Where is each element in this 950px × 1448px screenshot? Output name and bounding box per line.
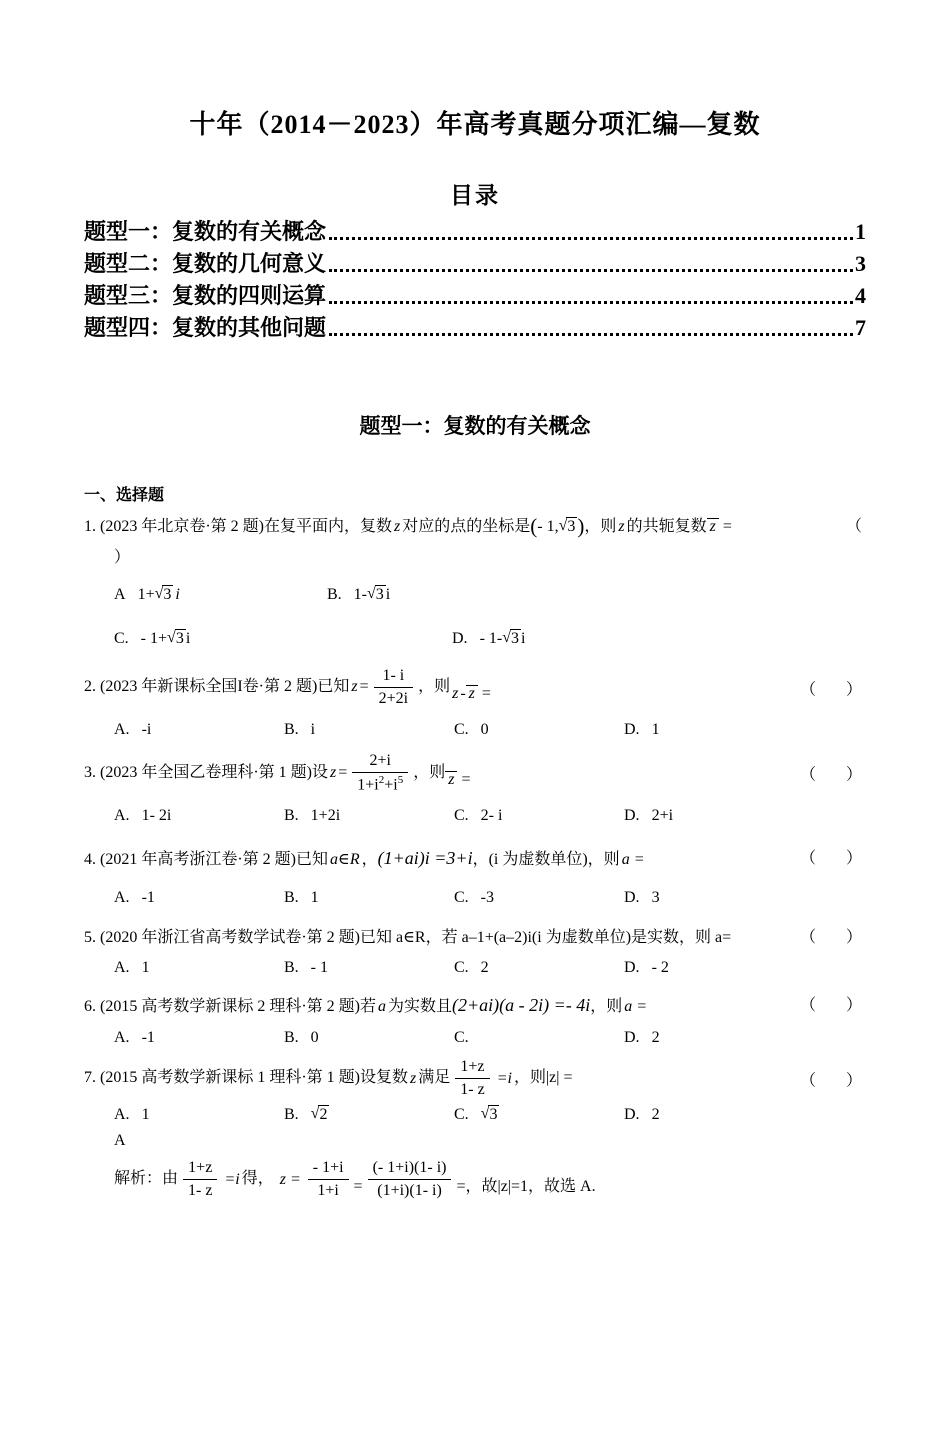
expression: z = (279, 1170, 301, 1188)
conjugate-z: z (445, 771, 457, 789)
var-a: a (378, 998, 386, 1016)
equals-sign: = (359, 678, 369, 696)
section-heading: 题型一：复数的有关概念 (359, 414, 591, 438)
question-text: 为实数且 (388, 998, 453, 1016)
question-text: 5. (2020 年浙江省高考数学试卷·第 2 题)已知 a∈R，若 a–1+(a–2)i(i 为虚数单位)是实数，则 a= (84, 929, 732, 947)
toc-item-label[interactable]: 题型二：复数的几何意义 (84, 251, 327, 276)
option-value: 1+2i (310, 807, 341, 825)
option-label: C. (454, 807, 469, 825)
option-value: - 1+ (140, 630, 168, 647)
option-label: A. (114, 889, 130, 907)
paren-open: （ (799, 850, 816, 868)
option-c (454, 883, 624, 913)
toc-page-number: 1 (855, 219, 866, 244)
option-a (114, 883, 284, 913)
option-value: - 2 (651, 959, 669, 977)
paren-close: ） (845, 1072, 862, 1090)
option-d (452, 624, 525, 654)
question-text: ， (361, 851, 378, 869)
equals-sign: = (338, 763, 348, 781)
option-value: 2 (651, 1106, 660, 1124)
option-value: 1 (141, 959, 150, 977)
radicand: 3 (375, 586, 384, 603)
denominator: 1+i (317, 1182, 339, 1200)
question-text: ，则 (418, 678, 451, 696)
radicand: 2 (319, 1106, 328, 1124)
option-label: C. (454, 959, 469, 977)
denominator (352, 773, 408, 795)
table-of-contents (84, 216, 866, 344)
option-value: - 1 (310, 959, 328, 977)
option-value: -1 (141, 1029, 155, 1047)
option-b (284, 1100, 454, 1130)
question-4-options (84, 883, 866, 913)
question-text: 7. (2015 高考数学新课标 1 理科·第 1 题)设复数 (84, 1069, 408, 1087)
document-page (0, 104, 950, 1448)
question-1-options-row-2 (84, 624, 866, 654)
toc-item[interactable] (84, 216, 866, 248)
question-7-options (84, 1100, 866, 1130)
numerator: 1+z (183, 1158, 217, 1180)
option-b (284, 715, 454, 745)
option-b (284, 1023, 454, 1053)
numerator: 1+z (455, 1057, 489, 1079)
option-c (114, 624, 452, 654)
sqrt-radical (167, 624, 186, 654)
option-value: 2 (651, 1029, 660, 1047)
option-a (114, 953, 284, 983)
option-label: A. (114, 1106, 130, 1124)
question-3-options (84, 801, 866, 831)
paren-open: （ (799, 1072, 816, 1090)
sqrt-sign-icon: √ (502, 629, 511, 646)
var-z: z (410, 1069, 417, 1087)
denominator: (1+i)(1- i) (377, 1182, 442, 1200)
paren-open: （ (799, 997, 816, 1015)
option-label: D. (624, 807, 640, 825)
question-1-stem (84, 509, 866, 544)
toc-heading: 目录 (450, 183, 500, 208)
option-label: C. (454, 721, 469, 738)
question-text: 2. (2023 年新课标全国I卷·第 2 题)已知 (84, 678, 350, 696)
toc-page-number: 4 (855, 283, 866, 308)
option-label: C. (114, 630, 129, 647)
answer-paren (800, 990, 862, 1022)
question-text: ，则 (584, 518, 617, 535)
option-value: -3 (480, 889, 494, 907)
option-d (624, 715, 660, 745)
option-value: 1 (141, 1106, 150, 1124)
denominator: 2+2i (378, 690, 409, 707)
paren-close: ） (845, 929, 862, 947)
question-4-stem (84, 841, 866, 877)
answer-paren (800, 676, 862, 699)
equation: (2+ai)(a - 2i) =- 4i (452, 995, 591, 1016)
paren-close: ） (845, 681, 862, 698)
equals-i: =i (496, 1069, 512, 1087)
equals-sign: = (481, 685, 491, 703)
denominator: 1- z (188, 1182, 213, 1200)
option-value: 0 (480, 721, 489, 738)
sqrt-sign-icon: √ (310, 1105, 320, 1123)
option-value: i (175, 586, 180, 603)
toc-item-label[interactable]: 题型四：复数的其他问题 (84, 315, 327, 340)
option-label: B. (284, 889, 299, 907)
question-text: 满足 (418, 1069, 451, 1087)
option-value: i (385, 586, 391, 603)
sqrt-radical (367, 580, 386, 610)
option-value: 2+i (651, 807, 674, 825)
option-value: 1 (310, 889, 319, 907)
superscript: 5 (397, 774, 404, 786)
question-6 (84, 989, 866, 1053)
option-b (284, 883, 454, 913)
numerator: (- 1+i)(1- i) (368, 1158, 452, 1180)
option-label: D. (624, 1106, 640, 1124)
question-5-options (84, 953, 866, 983)
paren-open: （ (845, 517, 862, 535)
equals-sign: = (353, 1177, 363, 1195)
sqrt-radical (559, 510, 578, 544)
equals-i: =i (224, 1170, 240, 1188)
option-label: D. (624, 721, 640, 738)
option-value: 1 (651, 721, 660, 738)
option-c (454, 953, 624, 983)
option-label: C. (454, 1106, 469, 1124)
expression: a = (624, 998, 648, 1016)
toc-page-number: 3 (855, 251, 866, 276)
paren-close: ) (577, 514, 585, 538)
option-value: 0 (310, 1029, 319, 1047)
option-c (454, 801, 624, 831)
question-5 (84, 923, 866, 983)
abs-z-expression: |z| = (545, 1069, 573, 1087)
denominator-text: +i (384, 776, 398, 794)
paren-close: ） (845, 850, 862, 868)
equation: (1+ai)i =3+i (377, 848, 473, 869)
minus-sign: - (460, 685, 466, 703)
option-label: B. (284, 1106, 299, 1124)
solution-line (84, 1158, 866, 1201)
paren-close: ） (845, 766, 862, 784)
option-value: i (185, 630, 191, 647)
option-value: i (310, 721, 316, 738)
question-text: 6. (2015 高考数学新课标 2 理科·第 2 题)若 (84, 998, 376, 1016)
toc-leader-dots (329, 301, 853, 304)
toc-leader-dots (329, 269, 853, 272)
expression (450, 685, 491, 702)
denominator: 1- z (460, 1081, 485, 1099)
question-2 (84, 666, 866, 745)
option-label: A. (114, 721, 130, 738)
answer-paren (800, 762, 862, 785)
option-value: - 1- (479, 630, 503, 647)
fraction (368, 1158, 452, 1201)
fraction (183, 1158, 217, 1201)
question-text: 的共轭复数 (626, 518, 707, 535)
option-value: 3 (651, 889, 660, 907)
var-z: z (452, 685, 459, 703)
expression: a = (621, 851, 645, 869)
paren-open: （ (799, 766, 816, 784)
sqrt-sign-icon: √ (167, 629, 176, 646)
coordinate-text: - 1, (537, 518, 559, 535)
option-label: D. (624, 959, 640, 977)
option-label: A (114, 586, 126, 603)
denominator-text: 1+i (357, 776, 379, 794)
fraction (455, 1057, 489, 1100)
option-value: i (521, 630, 526, 647)
option-value: 2 (480, 959, 489, 977)
answer-paren (846, 510, 862, 544)
condition: a∈R (330, 851, 360, 869)
sqrt-sign-icon: √ (558, 517, 568, 534)
sqrt-radical (502, 624, 521, 654)
var-z: z (330, 763, 337, 781)
solution-text: 得， (241, 1170, 274, 1188)
option-label: D. (624, 1029, 640, 1047)
option-label: C. (454, 889, 469, 907)
sqrt-radical (155, 580, 174, 610)
toc-item-label[interactable]: 题型一：复数的有关概念 (84, 219, 327, 244)
answer-paren (800, 842, 862, 876)
option-c (454, 715, 624, 745)
option-a (114, 801, 284, 831)
sqrt-sign-icon: √ (367, 585, 376, 602)
question-7 (84, 1057, 866, 1201)
option-a (114, 1100, 284, 1130)
answer-paren (800, 923, 862, 953)
page-title: 十年（2014－2023）年高考真题分项汇编—复数 (189, 110, 761, 139)
option-label: B. (284, 807, 299, 825)
option-value: -1 (141, 889, 155, 907)
question-1-options-row-1 (84, 580, 866, 610)
option-a (114, 1023, 284, 1053)
toc-leader-dots (329, 333, 853, 336)
option-label: B. (327, 586, 342, 603)
toc-item-label[interactable]: 题型三：复数的四则运算 (84, 283, 327, 308)
answer-paren-close: ） (114, 549, 131, 566)
toc-leader-dots (329, 237, 853, 240)
option-d (624, 953, 669, 983)
toc-item[interactable] (84, 248, 866, 280)
subsection-heading: 一、选择题 (84, 487, 165, 504)
option-value: 1- 2i (141, 807, 172, 825)
toc-item[interactable] (84, 280, 866, 312)
fraction (374, 666, 413, 709)
question-3 (84, 751, 866, 831)
question-text: 3. (2023 年全国乙卷理科·第 1 题)设 (84, 763, 328, 781)
option-value: -i (141, 721, 152, 738)
question-text: 1. (2023 年北京卷·第 2 题)在复平面内，复数 (84, 518, 392, 535)
option-label: B. (284, 721, 299, 738)
question-6-stem (84, 989, 866, 1023)
var-z: z (618, 518, 625, 535)
option-a (114, 580, 327, 610)
equals-sign: = (722, 518, 732, 535)
toc-item[interactable] (84, 312, 866, 344)
radicand: 3 (163, 586, 172, 603)
equals-sign: = (461, 770, 471, 788)
sqrt-radical (311, 1100, 330, 1130)
option-a (114, 715, 284, 745)
conjugate-z: z (707, 518, 719, 536)
option-label: B. (284, 959, 299, 977)
radicand: 3 (175, 630, 184, 647)
numerator: 1- i (374, 666, 413, 688)
sqrt-radical (481, 1100, 500, 1130)
option-value: 1+ (137, 586, 155, 603)
fraction (308, 1158, 349, 1201)
option-value: 2- i (480, 807, 503, 825)
option-b (284, 953, 454, 983)
option-label: B. (284, 1029, 299, 1047)
option-label: C. (454, 1029, 469, 1047)
numerator: 2+i (352, 751, 408, 773)
option-d (624, 1100, 660, 1130)
question-1 (84, 509, 866, 654)
radicand: 3 (489, 1106, 498, 1124)
option-label: D. (624, 889, 640, 907)
paren-open: ( (530, 514, 538, 538)
sqrt-sign-icon: √ (154, 585, 164, 602)
expression (445, 771, 470, 788)
superscript: 2 (378, 774, 385, 786)
question-3-stem (84, 751, 866, 795)
paren-open: （ (799, 681, 816, 698)
question-2-options (84, 715, 866, 745)
radicand: 3 (567, 518, 576, 535)
option-c (454, 1100, 624, 1130)
question-6-options (84, 1023, 866, 1053)
var-z: z (351, 678, 358, 696)
answer-text: A (114, 1132, 126, 1150)
question-text: ，则 (590, 998, 623, 1016)
numerator: - 1+i (308, 1158, 349, 1180)
var-z: z (394, 518, 401, 535)
question-4 (84, 841, 866, 913)
option-label: D. (452, 630, 468, 647)
question-text: ，则 (513, 1069, 546, 1087)
question-text: ，(i 为虚数单位)，则 (472, 851, 620, 869)
option-d (624, 801, 673, 831)
answer-paren (800, 1067, 862, 1090)
option-label: A. (114, 1029, 130, 1047)
option-label: A. (114, 807, 130, 825)
question-text: ，则 (413, 763, 446, 781)
radicand: 3 (511, 630, 519, 647)
paren-close: ） (845, 997, 862, 1015)
option-d (624, 1023, 660, 1053)
option-c (454, 1023, 624, 1053)
question-2-stem (84, 666, 866, 709)
fraction (352, 751, 408, 795)
question-text: 对应的点的坐标是 (402, 518, 531, 535)
conjugate-z: z (466, 685, 478, 703)
solution-text: =，故|z|=1，故选 A. (456, 1177, 596, 1195)
question-7-stem (84, 1057, 866, 1100)
solution-text: 解析：由 (114, 1170, 179, 1188)
option-label: A. (114, 959, 130, 977)
option-b (327, 580, 390, 610)
paren-open: （ (799, 929, 816, 947)
question-5-stem (84, 923, 866, 953)
sqrt-sign-icon: √ (480, 1105, 490, 1123)
toc-page-number: 7 (855, 315, 866, 340)
option-value: 1- (353, 586, 367, 603)
option-d (624, 883, 660, 913)
question-text: 4. (2021 年高考浙江卷·第 2 题)已知 (84, 851, 328, 869)
option-b (284, 801, 454, 831)
